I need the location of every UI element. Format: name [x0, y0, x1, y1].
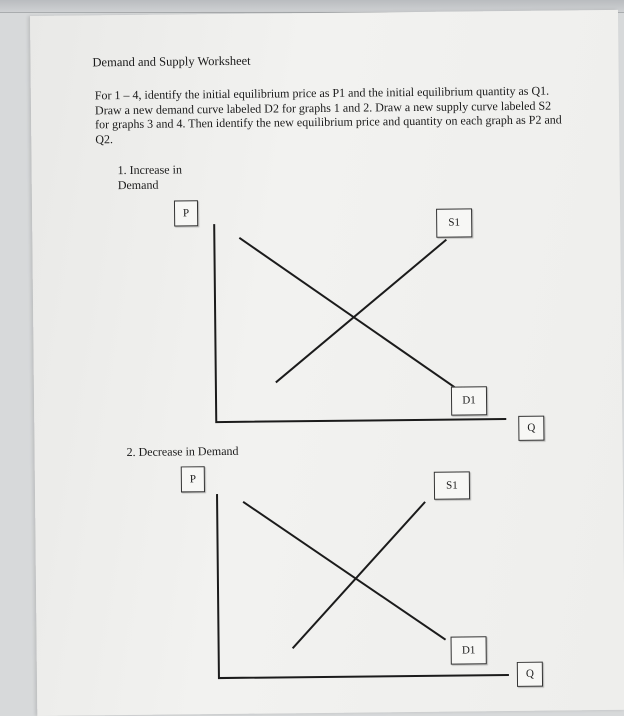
graph-1-supply-label: S1	[436, 208, 472, 237]
graph-2-price-axis-label: P	[181, 466, 205, 492]
graph-2	[30, 10, 624, 716]
graph-1-price-axis-label: P	[174, 200, 198, 226]
worksheet-title: Demand and Supply Worksheet	[92, 53, 251, 70]
graph-1-title: 1. Increase in Demand	[117, 162, 183, 192]
graph-2-supply-label: S1	[434, 471, 470, 499]
graph-2-supply-curve	[291, 502, 427, 648]
graph-2-quantity-axis-label: Q	[517, 662, 543, 687]
graph-1-demand-label: D1	[451, 386, 487, 415]
graph-1-quantity-axis-label: Q	[518, 416, 544, 441]
graph-2-title: 2. Decrease in Demand	[126, 443, 239, 460]
graph-2-demand-curve	[243, 500, 445, 642]
graph-2-demand-label: D1	[451, 636, 487, 664]
worksheet-page	[30, 10, 624, 716]
worksheet-instructions: For 1 – 4, identify the initial equilibrium price as P1 and the initial equilibrium quantity as Q1. Draw a new demand curve labeled D2 for graphs 1 and 2. Draw a new supply curve labeled S2 for graphs 3 and 4. Then identify the new equilibrium price and quantity on each graph as P2 and Q2.	[94, 83, 562, 146]
